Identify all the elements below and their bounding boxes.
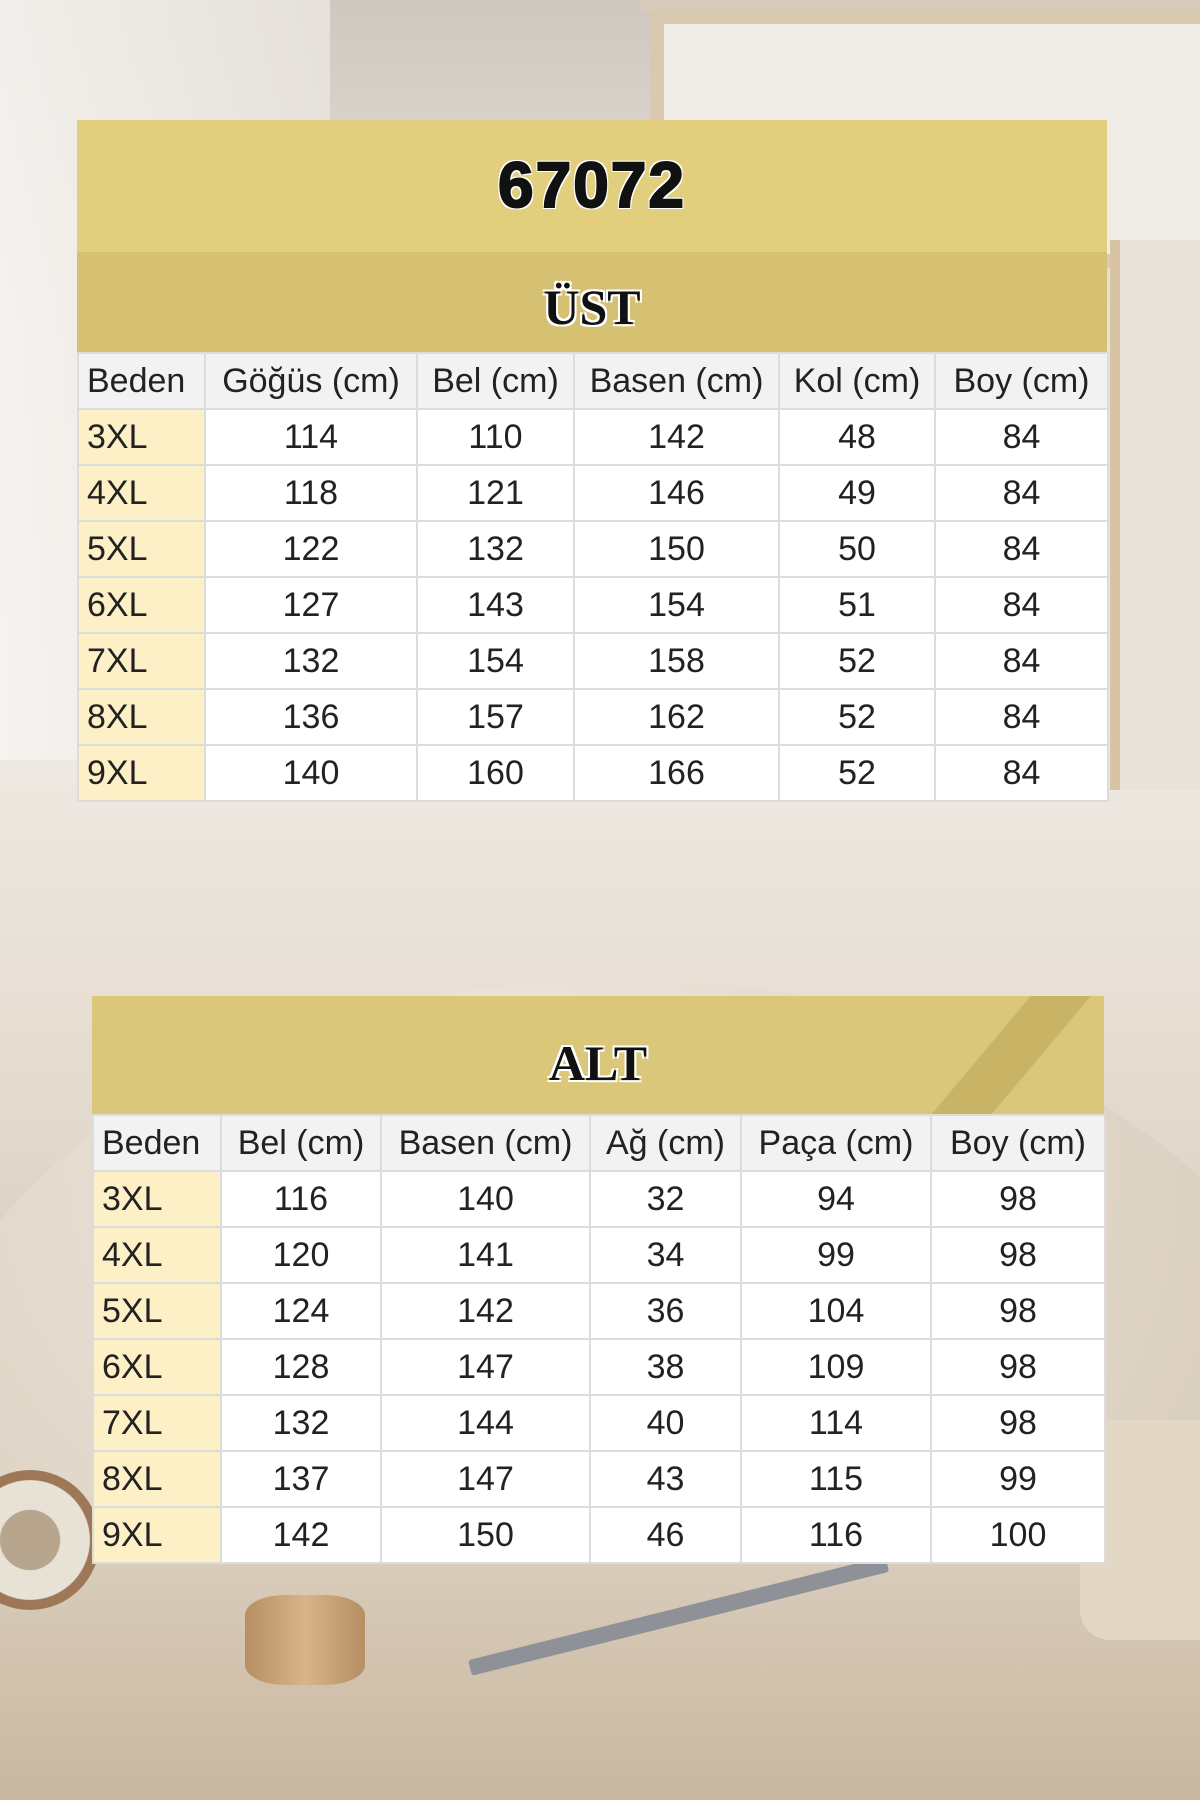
table-cell: 84 [935,465,1108,521]
top-size-chart [77,120,1107,802]
column-header: Beden [93,1115,221,1171]
background-board [1110,240,1200,790]
table-cell: 94 [741,1171,931,1227]
column-header: Boy (cm) [935,353,1108,409]
table-cell: 40 [590,1395,741,1451]
table-cell: 143 [417,577,574,633]
table-cell: 142 [574,409,779,465]
table-cell: 48 [779,409,935,465]
table-cell: 32 [590,1171,741,1227]
table-cell: 136 [205,689,417,745]
product-code-banner [77,120,1107,252]
size-cell: 8XL [78,689,205,745]
size-cell: 7XL [78,633,205,689]
table-cell: 34 [590,1227,741,1283]
table-cell: 154 [574,577,779,633]
size-cell: 5XL [78,521,205,577]
size-cell: 7XL [93,1395,221,1451]
table-row [93,1395,1105,1451]
column-header: Bel (cm) [417,353,574,409]
bottom-section-title: ALT [548,1035,648,1091]
table-row [93,1451,1105,1507]
table-cell: 147 [381,1451,590,1507]
table-row [78,409,1108,465]
table-cell: 99 [741,1227,931,1283]
table-cell: 132 [205,633,417,689]
table-cell: 132 [221,1395,381,1451]
table-cell: 104 [741,1283,931,1339]
thread-spool-image [245,1595,365,1685]
size-cell: 4XL [78,465,205,521]
bottom-section-banner [92,996,1104,1114]
table-cell: 49 [779,465,935,521]
table-cell: 84 [935,577,1108,633]
table-cell: 118 [205,465,417,521]
column-header: Basen (cm) [574,353,779,409]
table-cell: 36 [590,1283,741,1339]
table-cell: 147 [381,1339,590,1395]
table-cell: 100 [931,1507,1105,1563]
table-cell: 160 [417,745,574,801]
bottom-size-table [92,1114,1106,1564]
column-header: Kol (cm) [779,353,935,409]
table-cell: 150 [381,1507,590,1563]
table-cell: 116 [221,1171,381,1227]
table-cell: 146 [574,465,779,521]
column-header: Boy (cm) [931,1115,1105,1171]
top-size-table [77,352,1109,802]
table-cell: 43 [590,1451,741,1507]
table-cell: 142 [381,1283,590,1339]
background-table [0,1560,1200,1800]
table-cell: 142 [221,1507,381,1563]
table-cell: 114 [205,409,417,465]
size-cell: 3XL [78,409,205,465]
table-cell: 98 [931,1339,1105,1395]
size-cell: 9XL [93,1507,221,1563]
table-cell: 122 [205,521,417,577]
table-cell: 50 [779,521,935,577]
table-cell: 84 [935,409,1108,465]
table-cell: 132 [417,521,574,577]
table-cell: 84 [935,745,1108,801]
table-cell: 116 [741,1507,931,1563]
size-cell: 6XL [78,577,205,633]
bottom-size-chart [92,996,1104,1564]
table-cell: 109 [741,1339,931,1395]
table-row [93,1171,1105,1227]
table-row [78,577,1108,633]
table-row [78,521,1108,577]
size-cell: 3XL [93,1171,221,1227]
table-cell: 150 [574,521,779,577]
table-cell: 158 [574,633,779,689]
table-cell: 115 [741,1451,931,1507]
column-header: Paça (cm) [741,1115,931,1171]
table-cell: 127 [205,577,417,633]
table-row [78,465,1108,521]
table-cell: 110 [417,409,574,465]
background-shelf [640,0,1200,10]
column-header: Beden [78,353,205,409]
column-header: Bel (cm) [221,1115,381,1171]
column-header: Göğüs (cm) [205,353,417,409]
table-cell: 52 [779,689,935,745]
table-cell: 98 [931,1171,1105,1227]
column-header: Basen (cm) [381,1115,590,1171]
table-cell: 140 [205,745,417,801]
table-cell: 52 [779,633,935,689]
table-cell: 84 [935,633,1108,689]
table-header-row [93,1115,1105,1171]
table-row [93,1283,1105,1339]
table-cell: 162 [574,689,779,745]
product-code: 67072 [498,149,686,221]
table-cell: 114 [741,1395,931,1451]
table-cell: 84 [935,689,1108,745]
table-cell: 137 [221,1451,381,1507]
table-cell: 38 [590,1339,741,1395]
top-section-title: ÜST [543,279,641,335]
table-cell: 140 [381,1171,590,1227]
table-row [78,745,1108,801]
size-cell: 6XL [93,1339,221,1395]
size-cell: 5XL [93,1283,221,1339]
table-cell: 157 [417,689,574,745]
table-row [93,1227,1105,1283]
table-cell: 98 [931,1283,1105,1339]
table-row [78,689,1108,745]
size-cell: 8XL [93,1451,221,1507]
column-header: Ağ (cm) [590,1115,741,1171]
table-cell: 120 [221,1227,381,1283]
table-header-row [78,353,1108,409]
table-cell: 52 [779,745,935,801]
table-cell: 46 [590,1507,741,1563]
table-cell: 141 [381,1227,590,1283]
top-section-banner [77,252,1107,352]
table-cell: 128 [221,1339,381,1395]
table-cell: 98 [931,1227,1105,1283]
table-row [93,1339,1105,1395]
table-cell: 84 [935,521,1108,577]
table-cell: 166 [574,745,779,801]
table-row [93,1507,1105,1563]
table-cell: 98 [931,1395,1105,1451]
table-cell: 51 [779,577,935,633]
size-cell: 9XL [78,745,205,801]
table-row [78,633,1108,689]
size-cell: 4XL [93,1227,221,1283]
table-cell: 154 [417,633,574,689]
table-cell: 144 [381,1395,590,1451]
table-cell: 99 [931,1451,1105,1507]
table-cell: 124 [221,1283,381,1339]
table-cell: 121 [417,465,574,521]
